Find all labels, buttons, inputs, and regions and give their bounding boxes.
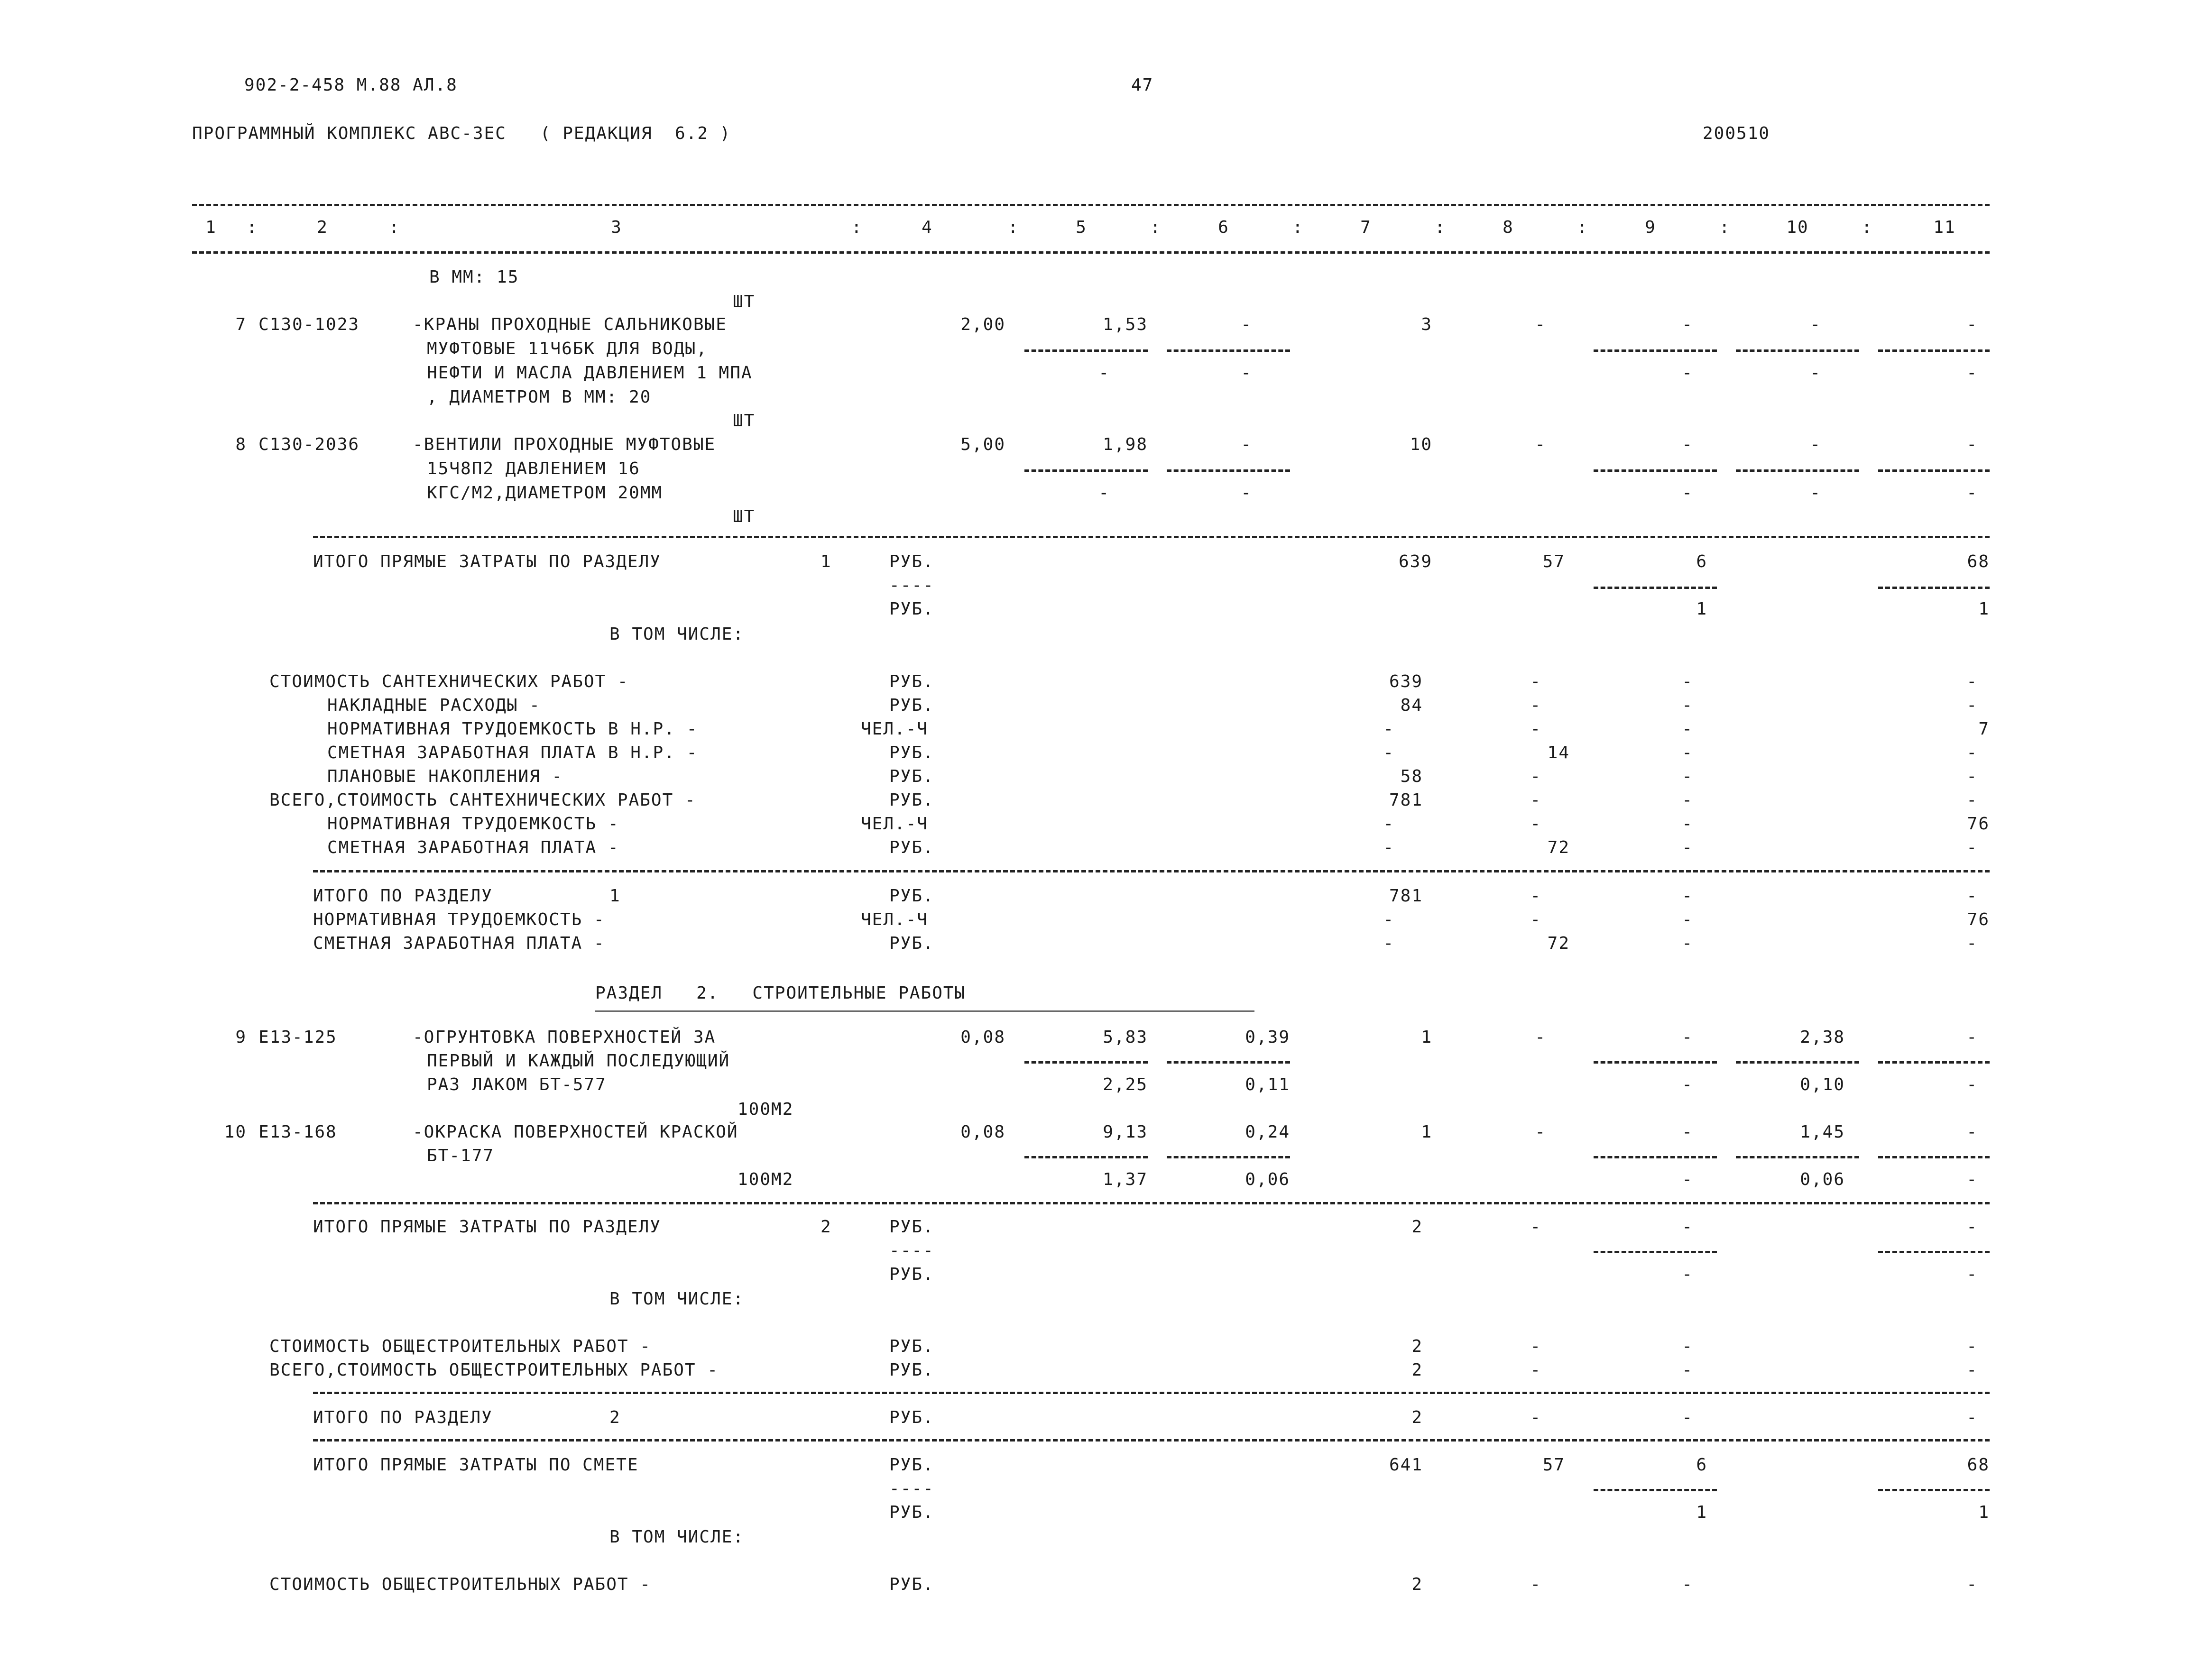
- cell-col8: -: [1530, 1408, 1541, 1427]
- program-code: 200510: [1703, 124, 1770, 143]
- row-description: -ОГРУНТОВКА ПОВЕРХНОСТЕЙ ЗА: [413, 1028, 716, 1047]
- breakdown-unit: ЧЕЛ.-Ч: [861, 814, 929, 834]
- row-number: 7: [235, 315, 247, 334]
- breakdown-label: ПЛАНОВЫЕ НАКОПЛЕНИЯ -: [327, 767, 563, 786]
- cell-col8: 57: [1542, 552, 1565, 571]
- cell-col7: -: [1383, 719, 1394, 739]
- cell-col11: -: [1966, 1265, 1978, 1284]
- unit-label: РУБ.: [889, 1455, 934, 1475]
- row-unit: 100М2: [738, 1170, 794, 1189]
- cell-col7: 781: [1389, 886, 1423, 906]
- cell-col11: -: [1966, 1408, 1978, 1427]
- unit-label: РУБ.: [889, 1408, 934, 1427]
- including-label: В ТОМ ЧИСЛЕ:: [609, 1527, 745, 1547]
- cell-col9: -: [1682, 1337, 1693, 1356]
- cell-col9: -: [1682, 838, 1693, 857]
- col-num: 11: [1933, 218, 1956, 237]
- cell-col11: 68: [1967, 552, 1990, 571]
- col-sep: :: [389, 218, 400, 237]
- cell-col8: -: [1530, 790, 1541, 810]
- col-sep: :: [1577, 218, 1588, 237]
- cell-col7: 1: [1421, 1122, 1432, 1142]
- section-title: РАЗДЕЛ 2. СТРОИТЕЛЬНЫЕ РАБОТЫ: [595, 983, 966, 1003]
- col-num: 8: [1503, 218, 1514, 237]
- row-unit: ШТ: [733, 411, 756, 431]
- cell-sub-col5: -: [1098, 363, 1110, 383]
- section-rule: [313, 1202, 1990, 1204]
- cell-sub-col10: 0,10: [1800, 1075, 1845, 1094]
- unit-label: РУБ.: [889, 1217, 934, 1237]
- cell-col8: -: [1530, 886, 1541, 906]
- section-rule: [313, 1439, 1990, 1441]
- cell-col11: -: [1966, 1360, 1978, 1380]
- col-num: 5: [1076, 218, 1087, 237]
- cell-col6: 0,24: [1245, 1122, 1290, 1142]
- breakdown-label: НОРМАТИВНАЯ ТРУДОЕМКОСТЬ -: [327, 814, 619, 834]
- cell-sub-col6: 0,06: [1245, 1170, 1290, 1189]
- total-label: ИТОГО ПРЯМЫЕ ЗАТРАТЫ ПО РАЗДЕЛУ: [313, 552, 661, 571]
- breakdown-unit: РУБ.: [889, 1360, 934, 1380]
- section-number: 1: [821, 552, 832, 571]
- cell-col8: -: [1530, 814, 1541, 834]
- cell-col9: -: [1682, 743, 1693, 762]
- cell-col7: 2: [1411, 1337, 1423, 1356]
- cell-col7: 781: [1389, 790, 1423, 810]
- section-title-underline: [595, 1010, 1254, 1015]
- cell-col7: 2: [1411, 1408, 1423, 1427]
- breakdown-unit: РУБ.: [889, 838, 934, 857]
- row-description: , ДИАМЕТРОМ В ММ: 20: [427, 387, 652, 407]
- row-description: БТ-177: [427, 1146, 495, 1166]
- cell-col9: 6: [1696, 1455, 1707, 1475]
- cell-sub-col11: -: [1966, 363, 1978, 383]
- col-num: 9: [1645, 218, 1656, 237]
- cell-col6: -: [1241, 315, 1252, 334]
- cell-col9: -: [1682, 696, 1693, 715]
- cell-col8: 57: [1542, 1455, 1565, 1475]
- cell-col9: -: [1682, 719, 1693, 739]
- section-number: 1: [609, 886, 621, 906]
- cell-col8: -: [1530, 1575, 1541, 1594]
- cell-col11: -: [1966, 1028, 1978, 1047]
- cell-col7: 2: [1411, 1217, 1423, 1237]
- cell-sub-col5: 2,25: [1103, 1075, 1148, 1094]
- cell-sub-col11: -: [1966, 1170, 1978, 1189]
- cell-col8: -: [1530, 1337, 1541, 1356]
- cell-col7: 10: [1410, 435, 1432, 454]
- section-rule: [313, 1392, 1990, 1394]
- section-rule: [313, 536, 1990, 538]
- cell-col7: -: [1383, 814, 1394, 834]
- col-num: 10: [1786, 218, 1809, 237]
- row-code: С130-2036: [258, 435, 360, 454]
- cell-col7: -: [1383, 934, 1394, 953]
- breakdown-label: СТОИМОСТЬ ОБЩЕСТРОИТЕЛЬНЫХ РАБОТ -: [269, 1337, 651, 1356]
- cell-col9: -: [1682, 1122, 1693, 1142]
- cell-col9: -: [1682, 1408, 1693, 1427]
- page-number: 47: [1131, 75, 1154, 95]
- cell-col9: 1: [1696, 599, 1707, 619]
- cell-col11: -: [1966, 1217, 1978, 1237]
- cell-col7: 84: [1400, 696, 1423, 715]
- cell-col9: -: [1682, 767, 1693, 786]
- breakdown-label: СТОИМОСТЬ САНТЕХНИЧЕСКИХ РАБОТ -: [269, 672, 629, 691]
- col-sep: :: [1008, 218, 1019, 237]
- cell-col11: 76: [1967, 910, 1990, 929]
- cell-col6: -: [1241, 435, 1252, 454]
- row-description: КГС/М2,ДИАМЕТРОМ 20ММ: [427, 483, 663, 503]
- cell-col11: -: [1966, 743, 1978, 762]
- row-number: 9: [235, 1028, 247, 1047]
- cell-col8: -: [1530, 910, 1541, 929]
- cell-sub-col9: -: [1682, 483, 1693, 503]
- cell-sub-col9: -: [1682, 1170, 1693, 1189]
- program-title: ПРОГРАММНЫЙ КОМПЛЕКС АВС-ЗЕС ( РЕДАКЦИЯ 6.2 ): [192, 124, 731, 143]
- cell-quantity: 2,00: [960, 315, 1005, 334]
- row-number: 10: [224, 1122, 247, 1142]
- cell-col11: 7: [1978, 719, 1990, 739]
- cell-col7: 3: [1421, 315, 1432, 334]
- cell-quantity: 5,00: [960, 435, 1005, 454]
- cell-col8: -: [1535, 315, 1546, 334]
- total-label: ИТОГО ПО РАЗДЕЛУ: [313, 1408, 493, 1427]
- cell-col9: -: [1682, 672, 1693, 691]
- col-sep: :: [1292, 218, 1304, 237]
- cell-col8: -: [1535, 435, 1546, 454]
- row-number: 8: [235, 435, 247, 454]
- cell-col9: -: [1682, 934, 1693, 953]
- cell-col7: 2: [1411, 1575, 1423, 1594]
- cell-sub-col10: 0,06: [1800, 1170, 1845, 1189]
- cell-col8: -: [1530, 719, 1541, 739]
- cell-sub-col5: 1,37: [1103, 1170, 1148, 1189]
- breakdown-unit: ЧЕЛ.-Ч: [861, 719, 929, 739]
- cell-col11: -: [1966, 934, 1978, 953]
- breakdown-label: СТОИМОСТЬ ОБЩЕСТРОИТЕЛЬНЫХ РАБОТ -: [269, 1575, 651, 1594]
- cell-col9: -: [1682, 1265, 1693, 1284]
- cell-col8: -: [1535, 1122, 1546, 1142]
- cell-col7: -: [1383, 910, 1394, 929]
- cell-quantity: 0,08: [960, 1028, 1005, 1047]
- cell-col7: -: [1383, 838, 1394, 857]
- item-unit: ШТ: [733, 292, 756, 312]
- section-number: 2: [609, 1408, 621, 1427]
- cell-col8: 72: [1547, 838, 1570, 857]
- cell-col9: -: [1682, 435, 1693, 454]
- cell-col7: 2: [1411, 1360, 1423, 1380]
- cell-col8: -: [1530, 672, 1541, 691]
- cell-col10: -: [1810, 315, 1821, 334]
- row-description: ПЕРВЫЙ И КАЖДЫЙ ПОСЛЕДУЮЩИЙ: [427, 1051, 730, 1071]
- cell-col7: 639: [1389, 672, 1423, 691]
- cell-col8: -: [1530, 1360, 1541, 1380]
- unit-divider: ----: [889, 576, 934, 595]
- cell-col11: 76: [1967, 814, 1990, 834]
- cell-col9: 1: [1696, 1503, 1707, 1522]
- cell-col7: -: [1383, 743, 1394, 762]
- section-rule: [313, 870, 1990, 872]
- including-label: В ТОМ ЧИСЛЕ:: [609, 624, 745, 644]
- breakdown-unit: РУБ.: [889, 790, 934, 810]
- cell-sub-col11: -: [1966, 1075, 1978, 1094]
- breakdown-unit: РУБ.: [889, 1575, 934, 1594]
- unit-label: РУБ.: [889, 1503, 934, 1522]
- cell-col11: -: [1966, 1337, 1978, 1356]
- col-num: 3: [611, 218, 622, 237]
- cell-col9: -: [1682, 790, 1693, 810]
- breakdown-unit: РУБ.: [889, 696, 934, 715]
- cell-col10: 2,38: [1800, 1028, 1845, 1047]
- cell-sub-col6: 0,11: [1245, 1075, 1290, 1094]
- row-description: РАЗ ЛАКОМ БТ-577: [427, 1075, 607, 1094]
- cell-col11: 1: [1978, 599, 1990, 619]
- cell-col11: -: [1966, 838, 1978, 857]
- cell-col8: -: [1530, 696, 1541, 715]
- col-sep: :: [1719, 218, 1731, 237]
- cell-sub-col9: -: [1682, 1075, 1693, 1094]
- unit-divider: ----: [889, 1479, 934, 1498]
- row-code: Е13-125: [258, 1028, 337, 1047]
- cell-col9: -: [1682, 814, 1693, 834]
- cell-col9: -: [1682, 1360, 1693, 1380]
- cell-col9: -: [1682, 1217, 1693, 1237]
- cell-sub-col10: -: [1810, 363, 1821, 383]
- row-unit: 100М2: [738, 1100, 794, 1119]
- cell-col11: 1: [1978, 1503, 1990, 1522]
- breakdown-unit: РУБ.: [889, 1337, 934, 1356]
- cell-col9: -: [1682, 1028, 1693, 1047]
- cell-col11: -: [1966, 886, 1978, 906]
- cell-col11: -: [1966, 1575, 1978, 1594]
- cell-sub-col10: -: [1810, 483, 1821, 503]
- cell-col9: 6: [1696, 552, 1707, 571]
- total-label: ИТОГО ПО РАЗДЕЛУ: [313, 886, 493, 906]
- row-description: 15Ч8П2 ДАВЛЕНИЕМ 16: [427, 459, 640, 478]
- cell-col11: 68: [1967, 1455, 1990, 1475]
- col-num: 2: [317, 218, 328, 237]
- cell-col8: 72: [1547, 934, 1570, 953]
- cell-unit-price: 9,13: [1103, 1122, 1148, 1142]
- cell-col7: 1: [1421, 1028, 1432, 1047]
- cell-col11: -: [1966, 1122, 1978, 1142]
- cell-sub-col6: -: [1241, 483, 1252, 503]
- cell-col7: 58: [1400, 767, 1423, 786]
- cell-col10: -: [1810, 435, 1821, 454]
- cell-col7: 641: [1389, 1455, 1423, 1475]
- row-description: -ОКРАСКА ПОВЕРХНОСТЕЙ КРАСКОЙ: [413, 1122, 738, 1142]
- breakdown-label: СМЕТНАЯ ЗАРАБОТНАЯ ПЛАТА В Н.Р. -: [327, 743, 698, 762]
- cell-col8: -: [1530, 1217, 1541, 1237]
- cell-col11: -: [1966, 315, 1978, 334]
- cell-col11: -: [1966, 672, 1978, 691]
- col-num: 1: [205, 218, 217, 237]
- row-description: МУФТОВЫЕ 11Ч6БК ДЛЯ ВОДЫ,: [427, 339, 708, 358]
- col-sep: :: [1435, 218, 1446, 237]
- row-code: С130-1023: [258, 315, 360, 334]
- breakdown-label: ВСЕГО,СТОИМОСТЬ САНТЕХНИЧЕСКИХ РАБОТ -: [269, 790, 696, 810]
- total-label: ИТОГО ПРЯМЫЕ ЗАТРАТЫ ПО РАЗДЕЛУ: [313, 1217, 661, 1237]
- cell-col10: 1,45: [1800, 1122, 1845, 1142]
- col-sep: :: [1862, 218, 1873, 237]
- unit-label: РУБ.: [889, 552, 934, 571]
- row-description: -КРАНЫ ПРОХОДНЫЕ САЛЬНИКОВЫЕ: [413, 315, 727, 334]
- col-sep: :: [1150, 218, 1162, 237]
- breakdown-label: СМЕТНАЯ ЗАРАБОТНАЯ ПЛАТА -: [327, 838, 619, 857]
- unit-label: РУБ.: [889, 1265, 934, 1284]
- breakdown-unit: РУБ.: [889, 767, 934, 786]
- cell-col8: -: [1535, 1028, 1546, 1047]
- col-num: 7: [1360, 218, 1372, 237]
- cell-col9: -: [1682, 910, 1693, 929]
- cell-col8: -: [1530, 767, 1541, 786]
- breakdown-unit: РУБ.: [889, 672, 934, 691]
- cell-col9: -: [1682, 315, 1693, 334]
- cell-quantity: 0,08: [960, 1122, 1005, 1142]
- breakdown-label: НОРМАТИВНАЯ ТРУДОЕМКОСТЬ В Н.Р. -: [327, 719, 698, 739]
- breakdown-unit: РУБ.: [889, 743, 934, 762]
- unit-label: РУБ.: [889, 599, 934, 619]
- including-label: В ТОМ ЧИСЛЕ:: [609, 1289, 745, 1309]
- cell-sub-col5: -: [1098, 483, 1110, 503]
- breakdown-label: ВСЕГО,СТОИМОСТЬ ОБЩЕСТРОИТЕЛЬНЫХ РАБОТ -: [269, 1360, 719, 1380]
- row-description: -ВЕНТИЛИ ПРОХОДНЫЕ МУФТОВЫЕ: [413, 435, 716, 454]
- document-code: 902-2-458 М.88 АЛ.8: [244, 75, 458, 95]
- header-rule-bottom: [192, 251, 1990, 254]
- cell-col11: -: [1966, 696, 1978, 715]
- unit-label: ЧЕЛ.-Ч: [861, 910, 929, 929]
- cell-col11: -: [1966, 435, 1978, 454]
- col-num: 4: [922, 218, 933, 237]
- section-number: 2: [821, 1217, 832, 1237]
- breakdown-label: НАКЛАДНЫЕ РАСХОДЫ -: [327, 696, 541, 715]
- cell-unit-price: 1,53: [1103, 315, 1148, 334]
- cell-col6: 0,39: [1245, 1028, 1290, 1047]
- cell-unit-price: 1,98: [1103, 435, 1148, 454]
- header-rule-top: [192, 204, 1990, 206]
- cell-col7: 639: [1398, 552, 1432, 571]
- cell-col11: -: [1966, 790, 1978, 810]
- item-continuation-diameter: В ММ: 15: [429, 267, 519, 287]
- cell-col11: -: [1966, 767, 1978, 786]
- col-num: 6: [1218, 218, 1229, 237]
- row-code: Е13-168: [258, 1122, 337, 1142]
- cell-col8: 14: [1547, 743, 1570, 762]
- unit-label: РУБ.: [889, 886, 934, 906]
- cell-unit-price: 5,83: [1103, 1028, 1148, 1047]
- unit-divider: ----: [889, 1241, 934, 1260]
- cell-col9: -: [1682, 1575, 1693, 1594]
- cell-sub-col11: -: [1966, 483, 1978, 503]
- total-label: ИТОГО ПРЯМЫЕ ЗАТРАТЫ ПО СМЕТЕ: [313, 1455, 639, 1475]
- cell-col9: -: [1682, 886, 1693, 906]
- cell-sub-col9: -: [1682, 363, 1693, 383]
- unit-label: РУБ.: [889, 934, 934, 953]
- col-sep: :: [247, 218, 258, 237]
- row-description: НЕФТИ И МАСЛА ДАВЛЕНИЕМ 1 МПА: [427, 363, 753, 383]
- row-unit: ШТ: [733, 507, 756, 526]
- col-sep: :: [851, 218, 863, 237]
- total-label: СМЕТНАЯ ЗАРАБОТНАЯ ПЛАТА -: [313, 934, 605, 953]
- total-label: НОРМАТИВНАЯ ТРУДОЕМКОСТЬ -: [313, 910, 605, 929]
- cell-sub-col6: -: [1241, 363, 1252, 383]
